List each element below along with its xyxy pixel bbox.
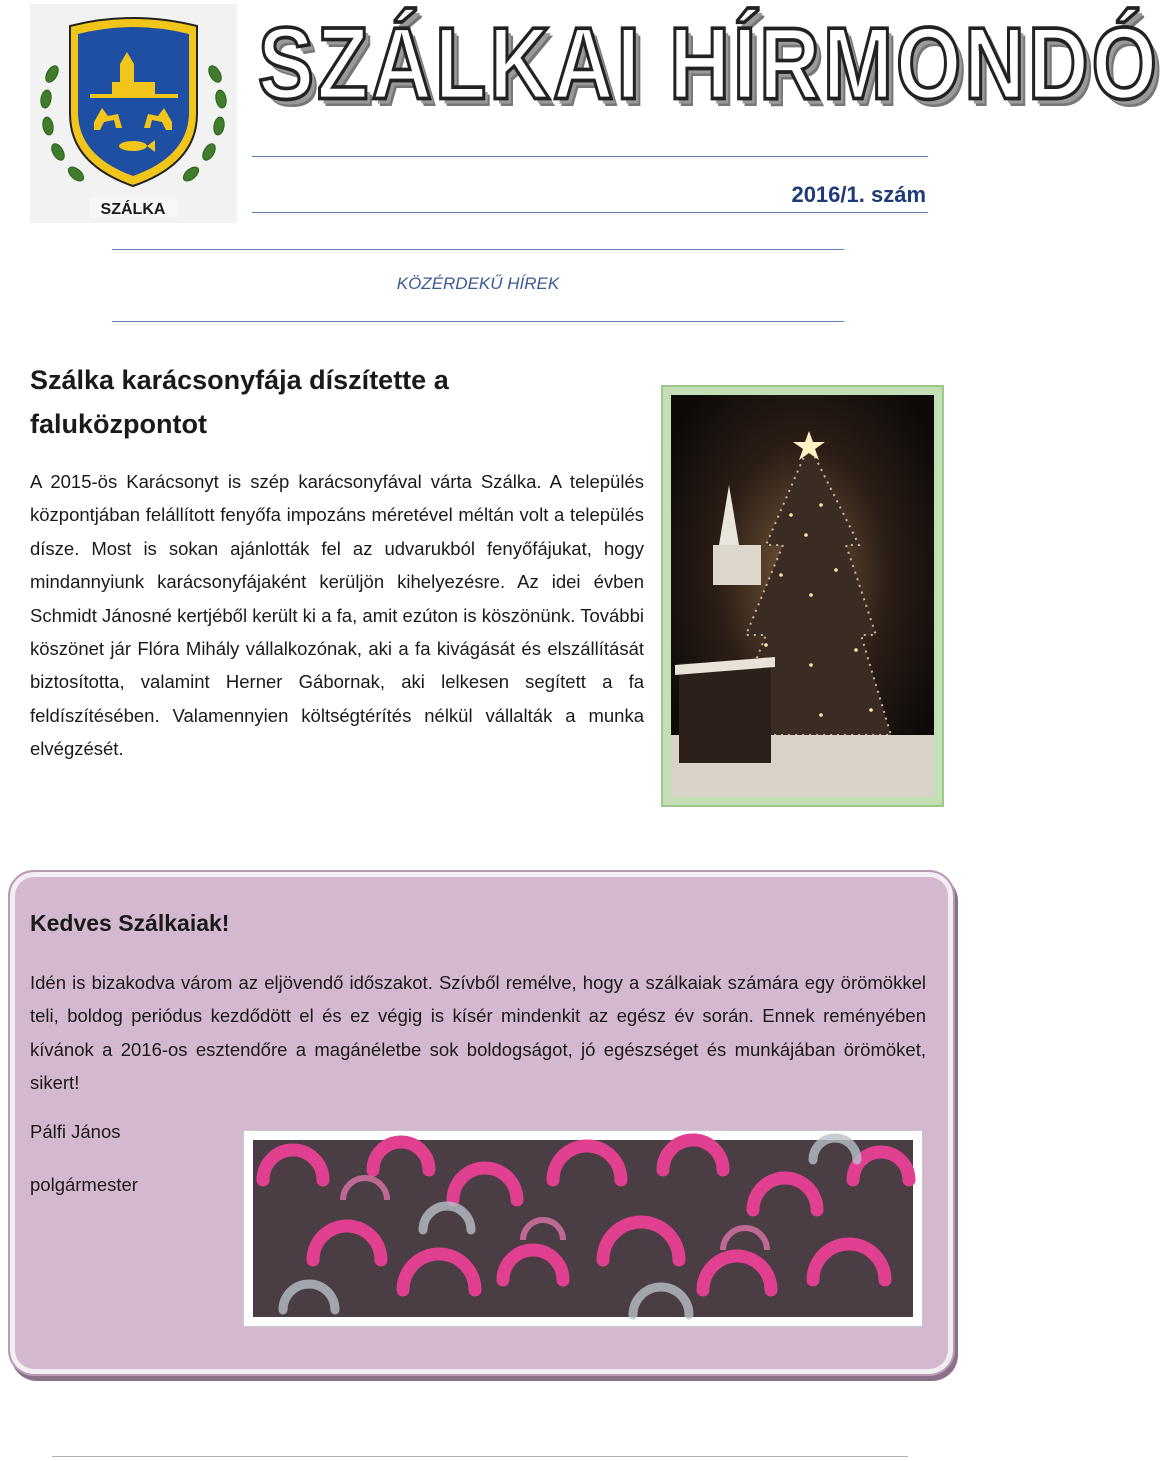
header-rule-bottom bbox=[252, 212, 928, 213]
signer-role: polgármester bbox=[30, 1174, 138, 1195]
section-rule-top bbox=[112, 249, 844, 250]
village-coat-of-arms bbox=[30, 4, 237, 223]
article-title: Szálka karácsonyfája díszítette a faluközpontot bbox=[30, 365, 449, 439]
issue-number: 2016/1. szám bbox=[791, 182, 926, 207]
christmas-tree-photo bbox=[661, 385, 944, 807]
signer-name: Pálfi János bbox=[30, 1121, 121, 1142]
article-body: A 2015-ös Karácsonyt is szép karácsonyfával várta Szálka. A település központjában felállított fenyőfa impozáns méretével méltán volt a település dísze. Most is sokan ajánlották fel az udvarukból fenyőfájukat, hogy mindannyiunk karácsonyfájaként kerüljön kihelyezésre. Az idei évben Schmidt Jánosné kertjéből került ki a fa, amit ezúton is köszönünk. További köszönet jár Flóra Mihály vállalkozónak, aki a fa kivágását és elszállítását biztosította, valamint Herner Gábornak, aki lelkesen segített a fa feldíszítésében. Valamennyien költségtérítés nélkül vállalták a munka elvégzését. bbox=[30, 471, 644, 760]
greeting-body: Idén is bizakodva várom az eljövendő időszakot. Szívből remélve, hogy a szálkaiak számára egy örömökkel teli, boldog periódus kezdődött el és ez végig is kísér mindenkit az egész év során. Ennek reményében kívánok a 2016-os esztendőre a magánéletbe sok boldogságot, jó egészséget és munkájában örömöket, sikert! bbox=[30, 972, 926, 1094]
logo-caption: SZÁLKA bbox=[100, 201, 166, 218]
greeting-title: Kedves Szálkaiak! bbox=[30, 910, 230, 936]
horseshoes-photo bbox=[243, 1130, 923, 1327]
section-label: KÖZÉRDEKŰ HÍREK bbox=[396, 274, 560, 293]
masthead-title: SZÁLKAI HÍRMONDÓ bbox=[258, 5, 1160, 121]
section-rule-bottom bbox=[112, 321, 844, 322]
footer-rule bbox=[52, 1456, 908, 1457]
header-rule-top bbox=[252, 156, 928, 157]
